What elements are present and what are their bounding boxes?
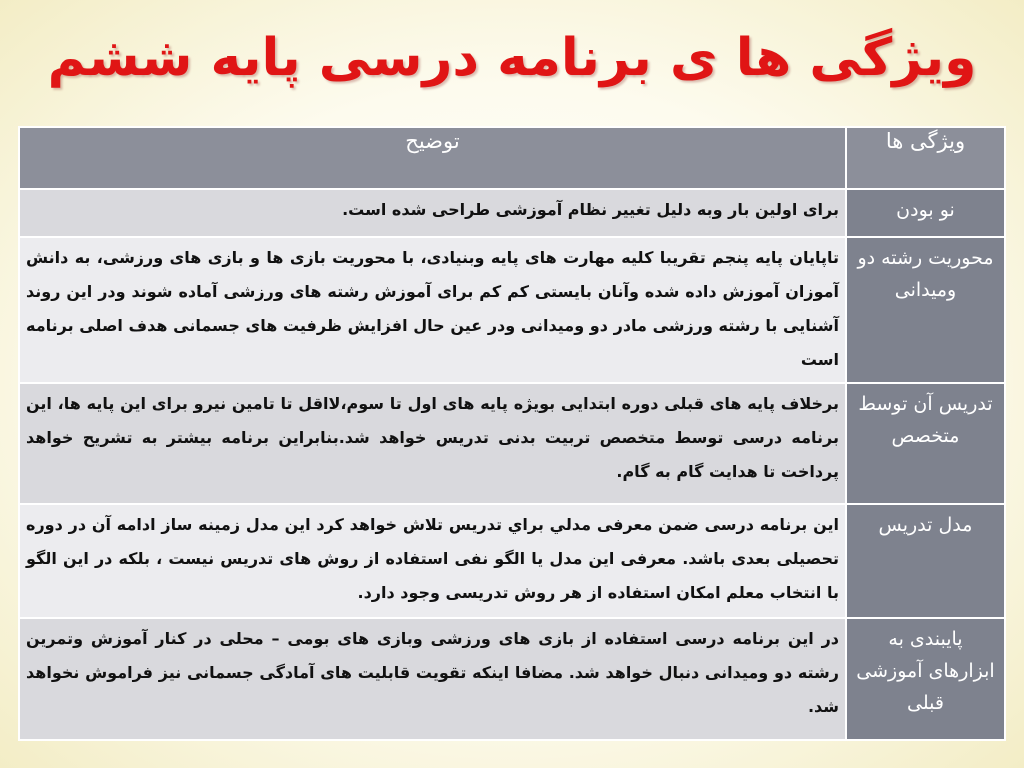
table-row xyxy=(19,618,1005,740)
header-description: توضیح xyxy=(19,127,846,189)
feature-cell: پایبندی به ابزارهای آموزشی قبلی xyxy=(846,618,1005,740)
header-feature: ویژگی ها xyxy=(846,127,1005,189)
description-cell: تاپایان پایه پنجم تقریبا کلیه مهارت های پایه وبنیادی، با محوریت بازی ها و بازی های ورزشی، به دانش آموزان آموزش داده شده وآنان بایستی کم کم برای آموزش رشته های ورزشی آماده شوند ودر این روند آشنایی با رشته ورزشی مادر دو ومیدانی ودر عین حال افزایش ظرفیت های جسمانی هدف اصلی برنامه است xyxy=(19,237,846,383)
table-row xyxy=(19,504,1005,618)
table-header-row xyxy=(19,127,1005,189)
description-cell: برخلاف پایه های قبلی دوره ابتدایی بویژه پایه های اول تا سوم،لااقل تا تامین نیرو برای این پایه ها، این برنامه درسی توسط متخصص تربیت بدنی تدریس خواهد شد.بنابراین برنامه بیشتر به تشریح خواهد پرداخت تا هدایت گام به گام. xyxy=(19,383,846,504)
feature-cell: محوریت رشته دو ومیدانی xyxy=(846,237,1005,383)
feature-cell: مدل تدریس xyxy=(846,504,1005,618)
features-table xyxy=(18,126,1006,741)
feature-cell: تدریس آن توسط متخصص xyxy=(846,383,1005,504)
table-row xyxy=(19,383,1005,504)
description-cell: این برنامه درسی ضمن معرفی مدلي براي تدریس تلاش خواهد کرد این مدل زمینه ساز ادامه آن در دوره تحصیلی بعدی باشد. معرفی این مدل یا الگو نفی استفاده از روش های تدریس نیست ، بلکه در این الگو با انتخاب معلم امکان استفاده از هر روش تدریسی وجود دارد. xyxy=(19,504,846,618)
description-cell: برای اولین بار وبه دلیل تغییر نظام آموزشی طراحی شده است. xyxy=(19,189,846,237)
slide-title: ویژگی ها ی برنامه درسی پایه ششم xyxy=(47,28,977,88)
feature-cell: نو بودن xyxy=(846,189,1005,237)
table-row xyxy=(19,237,1005,383)
description-cell: در این برنامه درسی استفاده از بازی های ورزشی وبازی های بومی – محلی در کنار آموزش وتمرین رشته دو ومیدانی دنبال خواهد شد. مضافا اینکه تقویت قابلیت های آمادگی جسمانی نیز فراموش نخواهد شد. xyxy=(19,618,846,740)
table-row xyxy=(19,189,1005,237)
